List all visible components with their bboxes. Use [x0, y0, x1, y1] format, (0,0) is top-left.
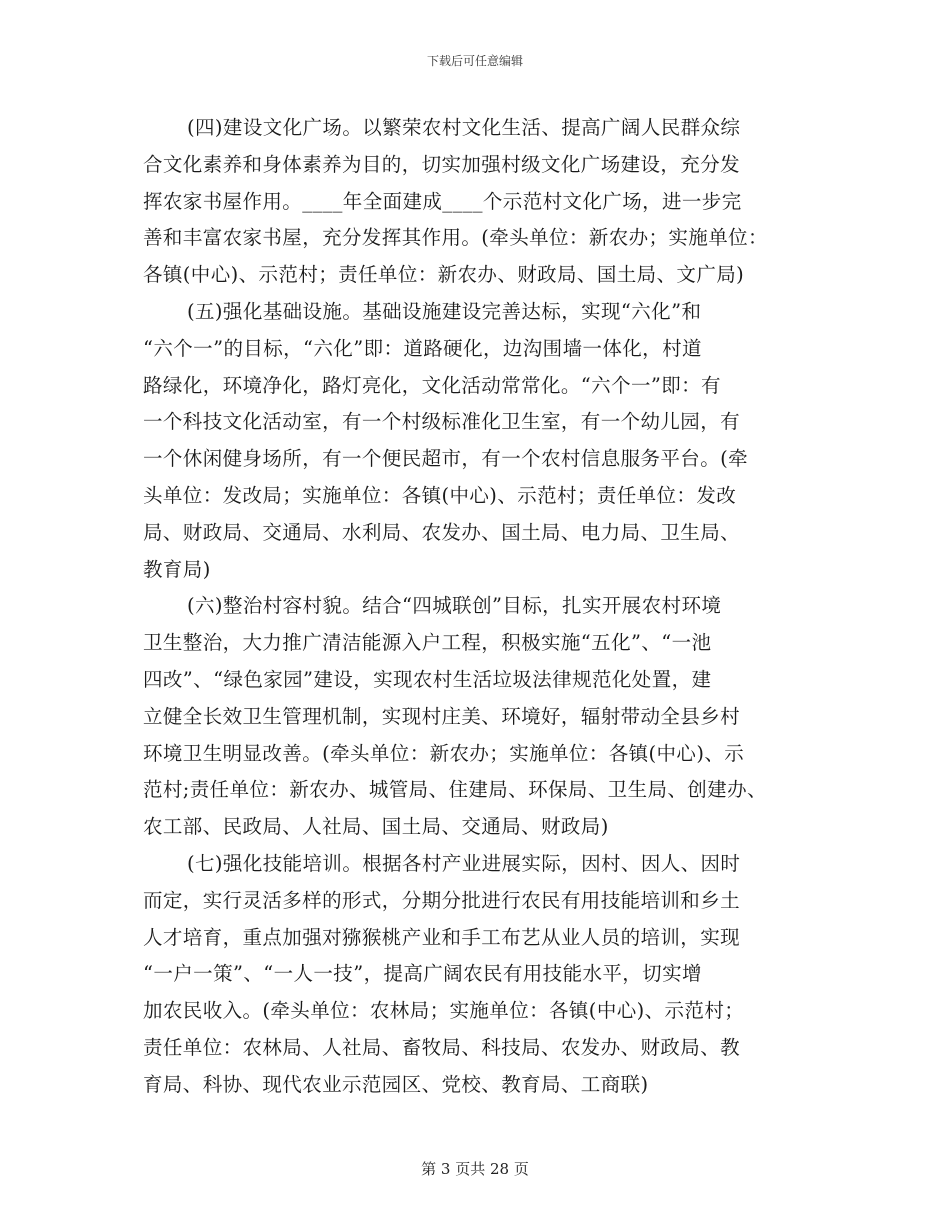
text-line: (七)强化技能培训。根据各村产业进展实际，因村、因人、因时 — [187, 851, 741, 875]
text-line: 教育局) — [143, 557, 211, 581]
text-line: 加农民收入。(牵头单位：农林局；实施单位：各镇(中心)、示范村； — [143, 999, 745, 1023]
text-line: 环境卫生明显改善。(牵头单位：新农办；实施单位：各镇(中心)、示 — [143, 741, 745, 765]
paragraph-village-appearance — [143, 588, 815, 846]
text-line: 头单位：发改局；实施单位：各镇(中心)、示范村；责任单位：发改 — [143, 483, 737, 507]
page-header: 下载后可任意编辑 — [426, 54, 523, 68]
text-line: “一户一策”、“一人一技”，提高广阔农民有用技能水平，切实增 — [143, 962, 702, 986]
page-number: 第 3 页共 28 页 — [421, 1160, 529, 1178]
text-line: 合文化素养和身体素养为目的，切实加强村级文化广场建设，充分发 — [143, 152, 741, 176]
paragraph-cultural-square — [143, 110, 815, 294]
text-line: 立健全长效卫生管理机制，实现村庄美、环境好，辐射带动全县乡村 — [143, 704, 741, 728]
paragraph-skills-training — [143, 846, 815, 1104]
text-line: 责任单位：农林局、人社局、畜牧局、科技局、农发办、财政局、教 — [143, 1035, 741, 1059]
text-line: “六个一”的目标，“六化”即：道路硬化，边沟围墙一体化，村道 — [143, 336, 702, 360]
text-line: 局、财政局、交通局、水利局、农发办、国土局、电力局、卫生局、 — [143, 520, 741, 544]
text-line: 育局、科协、现代农业示范园区、党校、教育局、工商联) — [143, 1072, 649, 1096]
text-line: 范村;责任单位：新农办、城管局、住建局、环保局、卫生局、创建办、 — [143, 778, 767, 802]
text-line: 卫生整治，大力推广清洁能源入户工程，积极实施“五化”、“一池 — [143, 631, 712, 655]
text-line: 善和丰富农家书屋，充分发挥其作用。(牵头单位：新农办；实施单位： — [143, 226, 768, 250]
text-line: 一个科技文化活动室，有一个村级标准化卫生室，有一个幼儿园，有 — [143, 410, 741, 434]
document-body — [143, 110, 815, 1104]
text-line: (四)建设文化广场。以繁荣农村文化生活、提高广阔人民群众综 — [187, 116, 741, 139]
text-line: (五)强化基础设施。基础设施建设完善达标，实现“六化”和 — [187, 299, 702, 323]
text-line: 四改”、“绿色家园”建设，实现农村生活垃圾法律规范化处置，建 — [143, 667, 712, 691]
text-line: 农工部、民政局、人社局、国土局、交通局、财政局) — [143, 815, 609, 839]
text-line: 人才培育，重点加强对猕猴桃产业和手工布艺从业人员的培训，实现 — [143, 925, 741, 949]
text-line: 各镇(中心)、示范村；责任单位：新农办、财政局、国土局、文广局) — [143, 263, 745, 287]
text-line: 路绿化，环境净化，路灯亮化，文化活动常常化。“六个一”即：有 — [143, 373, 721, 397]
paragraph-infrastructure — [143, 294, 815, 588]
text-line: 挥农家书屋作用。____年全面建成____个示范村文化广场，进一步完 — [143, 189, 742, 213]
text-line: 而定，实行灵活多样的形式，分期分批进行农民有用技能培训和乡土 — [143, 888, 741, 912]
text-line: 一个休闲健身场所，有一个便民超市，有一个农村信息服务平台。(牵 — [143, 447, 749, 471]
text-line: (六)整治村容村貌。结合“四城联创”目标，扎实开展农村环境 — [187, 594, 722, 618]
